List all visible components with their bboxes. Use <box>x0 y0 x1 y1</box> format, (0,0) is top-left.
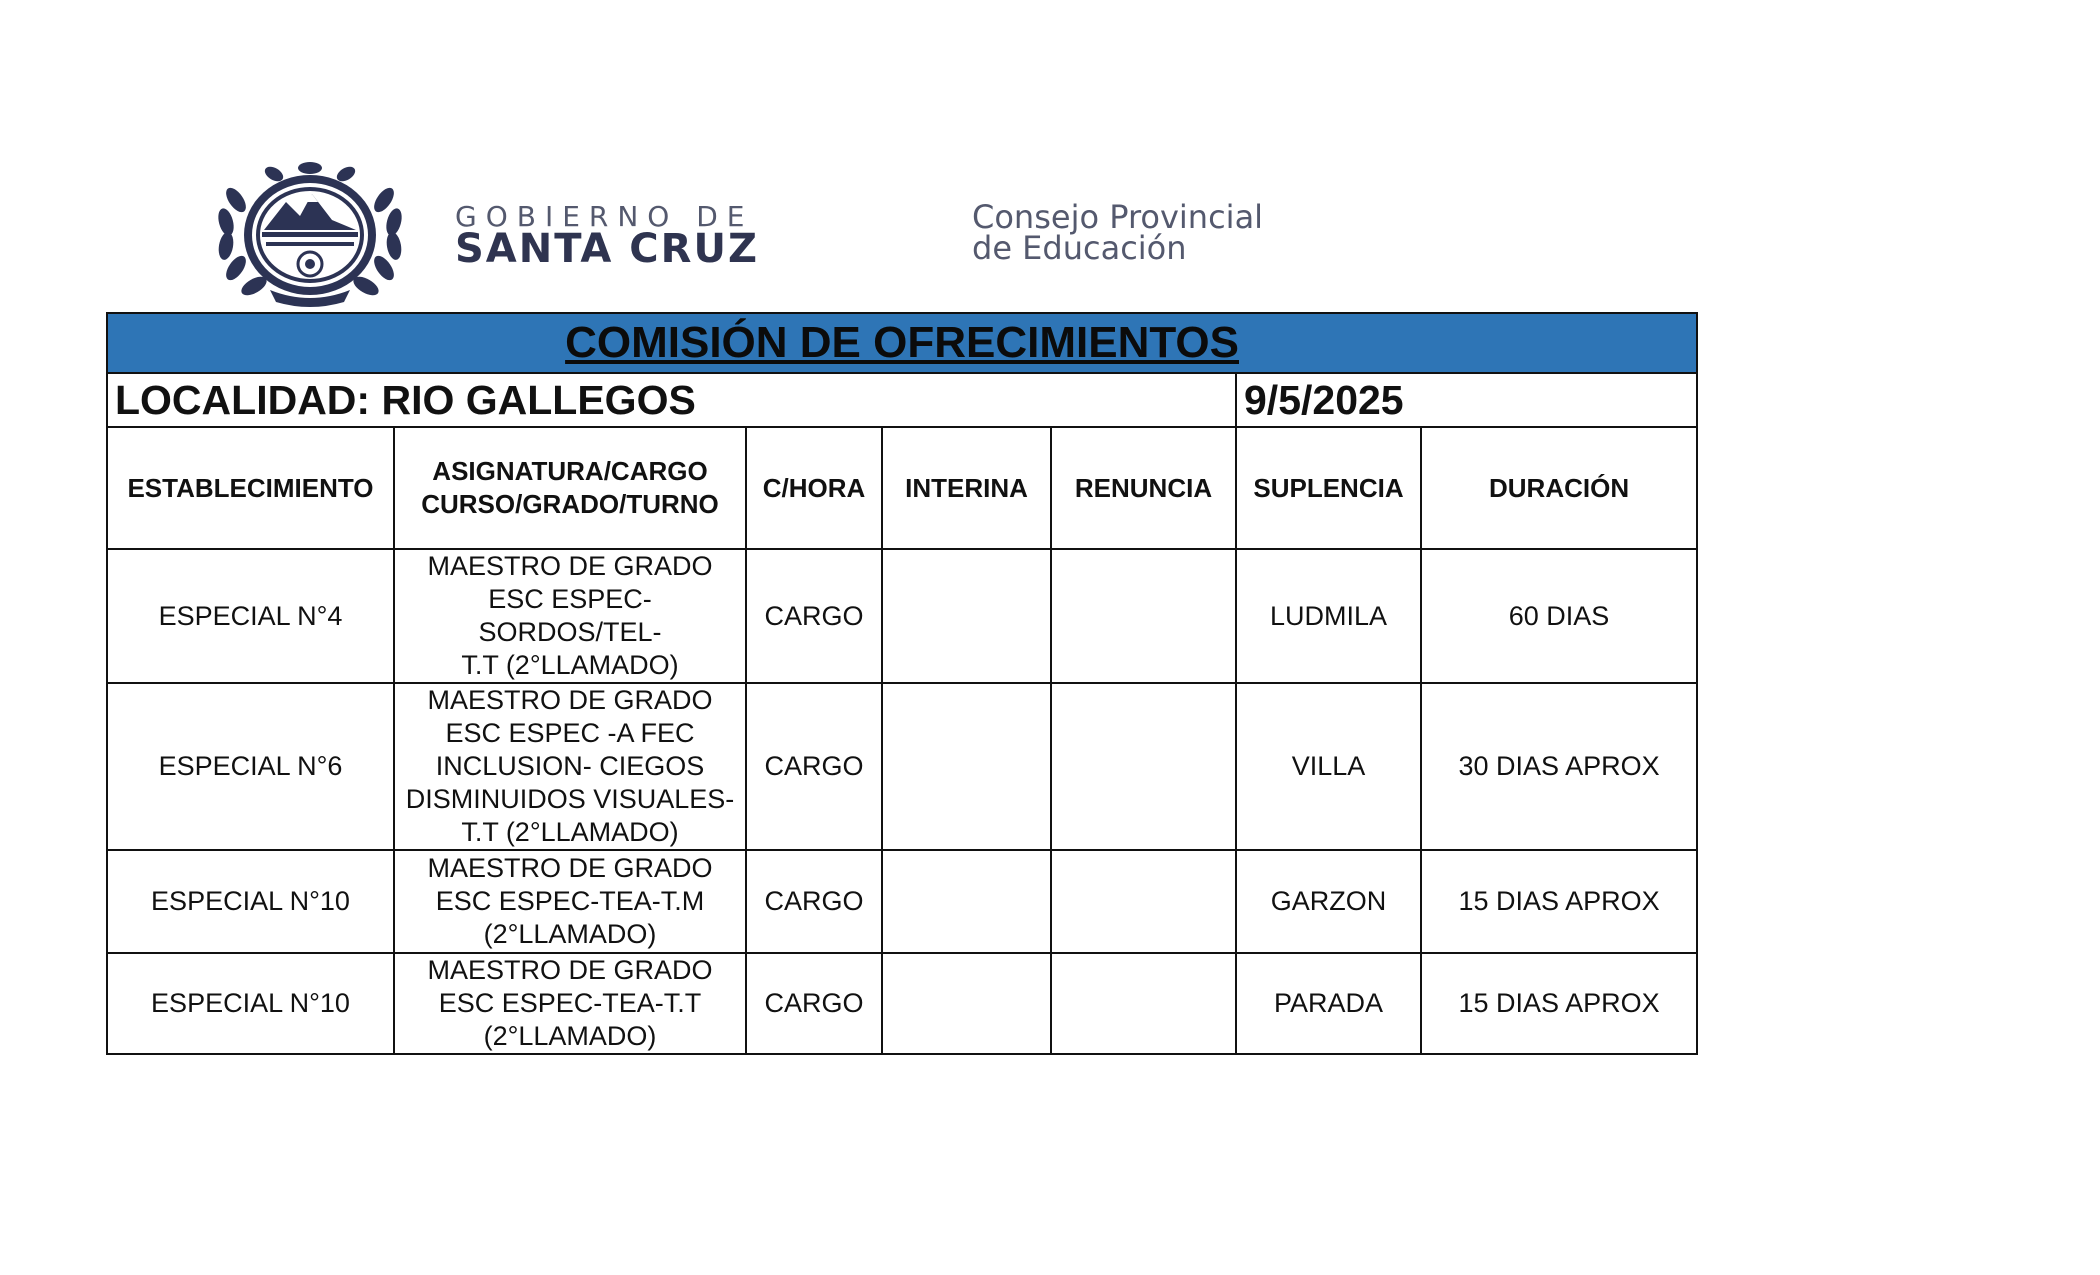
column-header-c-hora: C/HORA <box>746 427 882 549</box>
table-row <box>107 953 1697 1054</box>
gobierno-santa-cruz-logo <box>455 200 875 270</box>
cell-renuncia <box>1051 953 1236 1054</box>
cell-asignatura: MAESTRO DE GRADO ESC ESPEC-TEA-T.M (2°LLAMADO) <box>394 850 746 953</box>
table-row <box>107 549 1697 683</box>
table-row <box>107 850 1697 953</box>
cell-suplencia: LUDMILA <box>1236 549 1421 683</box>
consejo-logo-line2: de Educación <box>972 229 1187 267</box>
offers-table <box>106 312 1698 1055</box>
cell-asignatura: MAESTRO DE GRADO ESC ESPEC-SORDOS/TEL- T.T (2°LLAMADO) <box>394 549 746 683</box>
document-header <box>0 0 2100 310</box>
cell-duracion: 15 DIAS APROX <box>1421 953 1697 1054</box>
cell-asignatura: MAESTRO DE GRADO ESC ESPEC -A FEC INCLUSION- CIEGOS DISMINUIDOS VISUALES- T.T (2°LLAMADO) <box>394 683 746 850</box>
locality-row <box>107 373 1697 427</box>
cell-c-hora: CARGO <box>746 683 882 850</box>
cell-establecimiento: ESPECIAL N°4 <box>107 549 394 683</box>
column-header-suplencia: SUPLENCIA <box>1236 427 1421 549</box>
cell-suplencia: PARADA <box>1236 953 1421 1054</box>
locality-label: LOCALIDAD: RIO GALLEGOS <box>107 373 1236 427</box>
cell-interina <box>882 953 1051 1054</box>
column-header-establecimiento: ESTABLECIMIENTO <box>107 427 394 549</box>
cell-renuncia <box>1051 850 1236 953</box>
cell-c-hora: CARGO <box>746 850 882 953</box>
cell-establecimiento: ESPECIAL N°10 <box>107 850 394 953</box>
gobierno-logo-line1: GOBIERNO DE <box>455 200 754 233</box>
column-header-asignatura: ASIGNATURA/CARGO CURSO/GRADO/TURNO <box>394 427 746 549</box>
column-header-duracion: DURACIÓN <box>1421 427 1697 549</box>
offer-date: 9/5/2025 <box>1236 373 1697 427</box>
column-header-renuncia: RENUNCIA <box>1051 427 1236 549</box>
cell-interina <box>882 549 1051 683</box>
cell-establecimiento: ESPECIAL N°10 <box>107 953 394 1054</box>
cell-duracion: 60 DIAS <box>1421 549 1697 683</box>
cell-asignatura: MAESTRO DE GRADO ESC ESPEC-TEA-T.T (2°LLAMADO) <box>394 953 746 1054</box>
column-header-interina: INTERINA <box>882 427 1051 549</box>
cell-suplencia: GARZON <box>1236 850 1421 953</box>
cell-establecimiento: ESPECIAL N°6 <box>107 683 394 850</box>
cell-interina <box>882 850 1051 953</box>
cell-interina <box>882 683 1051 850</box>
cell-c-hora: CARGO <box>746 953 882 1054</box>
consejo-logo-line1: Consejo Provincial <box>972 198 1264 236</box>
column-header-row <box>107 427 1697 549</box>
cell-suplencia: VILLA <box>1236 683 1421 850</box>
cell-duracion: 30 DIAS APROX <box>1421 683 1697 850</box>
cell-duracion: 15 DIAS APROX <box>1421 850 1697 953</box>
santa-cruz-coat-of-arms-icon <box>214 160 406 310</box>
cell-renuncia <box>1051 549 1236 683</box>
cell-renuncia <box>1051 683 1236 850</box>
title-row <box>107 313 1697 373</box>
table-title: COMISIÓN DE OFRECIMIENTOS <box>107 313 1697 373</box>
cell-c-hora: CARGO <box>746 549 882 683</box>
consejo-provincial-logo <box>972 198 1392 272</box>
gobierno-logo-line2: SANTA CRUZ <box>455 226 759 272</box>
table-row <box>107 683 1697 850</box>
